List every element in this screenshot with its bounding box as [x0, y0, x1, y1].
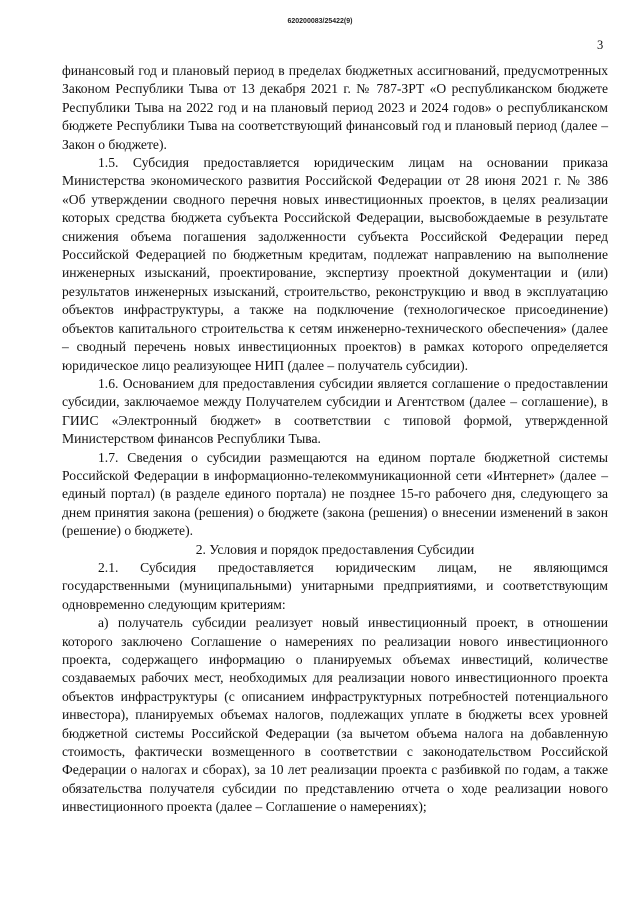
paragraph-1-5: 1.5. Субсидия предоставляется юридическим лицам на основании приказа Министерства экономического развития Российской Федерации от 28 июня 2021 г. № 386 «Об утверждении сводного перечня новых инвестиционных проектов, в целях реализации которых средства бюджета субъекта Российской Федерации, высвобождаемые в результате снижения объема погашения задолженности субъекта Российской Федерации перед Российской Федерацией по бюджетным кредитам, подлежат направлению на выполнение инженерных изысканий, проектирование, экспертизу проектной документации и (или) результатов инженерных изысканий, строительство, реконструкцию и ввод в эксплуатацию объектов инфраструктуры, а также на подключение (технологическое присоединение) объектов капитального строительства к сетям инженерно-технического обеспечения» (далее – сводный перечень новых инвестиционных проектов) в рамках которого определяется юридическое лицо реализующее НИП (далее – получатель субсидии).: [62, 155, 608, 373]
section-heading: 2. Условия и порядок предоставления Субсидии: [195, 541, 475, 557]
paragraph-2-1: 2.1. Субсидия предоставляется юридическим лицам, не являющимся государственными (муниципальными) унитарными предприятиями, и соответствующим одновременно следующим критериям:: [62, 559, 608, 612]
paragraph-1-6: 1.6. Основанием для предоставления субсидии является соглашение о предоставлении субсидии, заключаемое между Получателем субсидии и Агентством (далее – соглашение), в ГИИС «Электронный бюджет» в соответствии с типовой формой, утвержденной Министерством финансов Республики Тыва.: [62, 375, 608, 447]
paragraph-continuation: финансовый год и плановый период в пределах бюджетных ассигнований, предусмотренных Законом Республики Тыва от 13 декабря 2021 г. № 787-ЗРТ «О республиканском бюджете Республики Тыва на 2022 год и на плановый период 2023 и 2024 годов» о республиканском бюджете Республики Тыва на соответствующий финансовый год и плановый период (далее – Закон о бюджете).: [62, 63, 608, 152]
paragraph-2-1-a: а) получатель субсидии реализует новый инвестиционный проект, в отношении которого заключено Соглашение о намерениях по реализации нового инвестиционного проекта, содержащего информацию о планируемых объемах инвестиций, количестве создаваемых рабочих мест, необходимых для реализации нового инвестиционного проекта объектов инфраструктуры (с описанием инфраструктурных потребностей потенциального инвестора), планируемых объемах налогов, подлежащих уплате в бюджеты всех уровней бюджетной системы Российской Федерации (за вычетом объема налога на добавленную стоимость, фактически возмещенного в соответствии с законодательством Российской Федерации о налогах и сборах), за 10 лет реализации проекта с разбивкой по годам, а также обязательства получателя субсидии по представлению отчета о ходе реализации нового инвестиционного проекта (далее – Соглашение о намерениях);: [62, 615, 608, 815]
document-body: [62, 62, 608, 817]
paragraph-1-7: 1.7. Сведения о субсидии размещаются на едином портале бюджетной системы Российской Федерации в информационно-телекоммуникационной сети «Интернет» (далее – единый портал) (в разделе единого портала) не позднее 15-го рабочего дня, следующего за днем принятия закона (решения) о бюджете (закона (решения) о внесении изменений в закон (решение) о бюджете).: [62, 449, 608, 539]
document-id: 620200083/25422(9): [287, 18, 353, 25]
page-number: 3: [597, 38, 604, 52]
